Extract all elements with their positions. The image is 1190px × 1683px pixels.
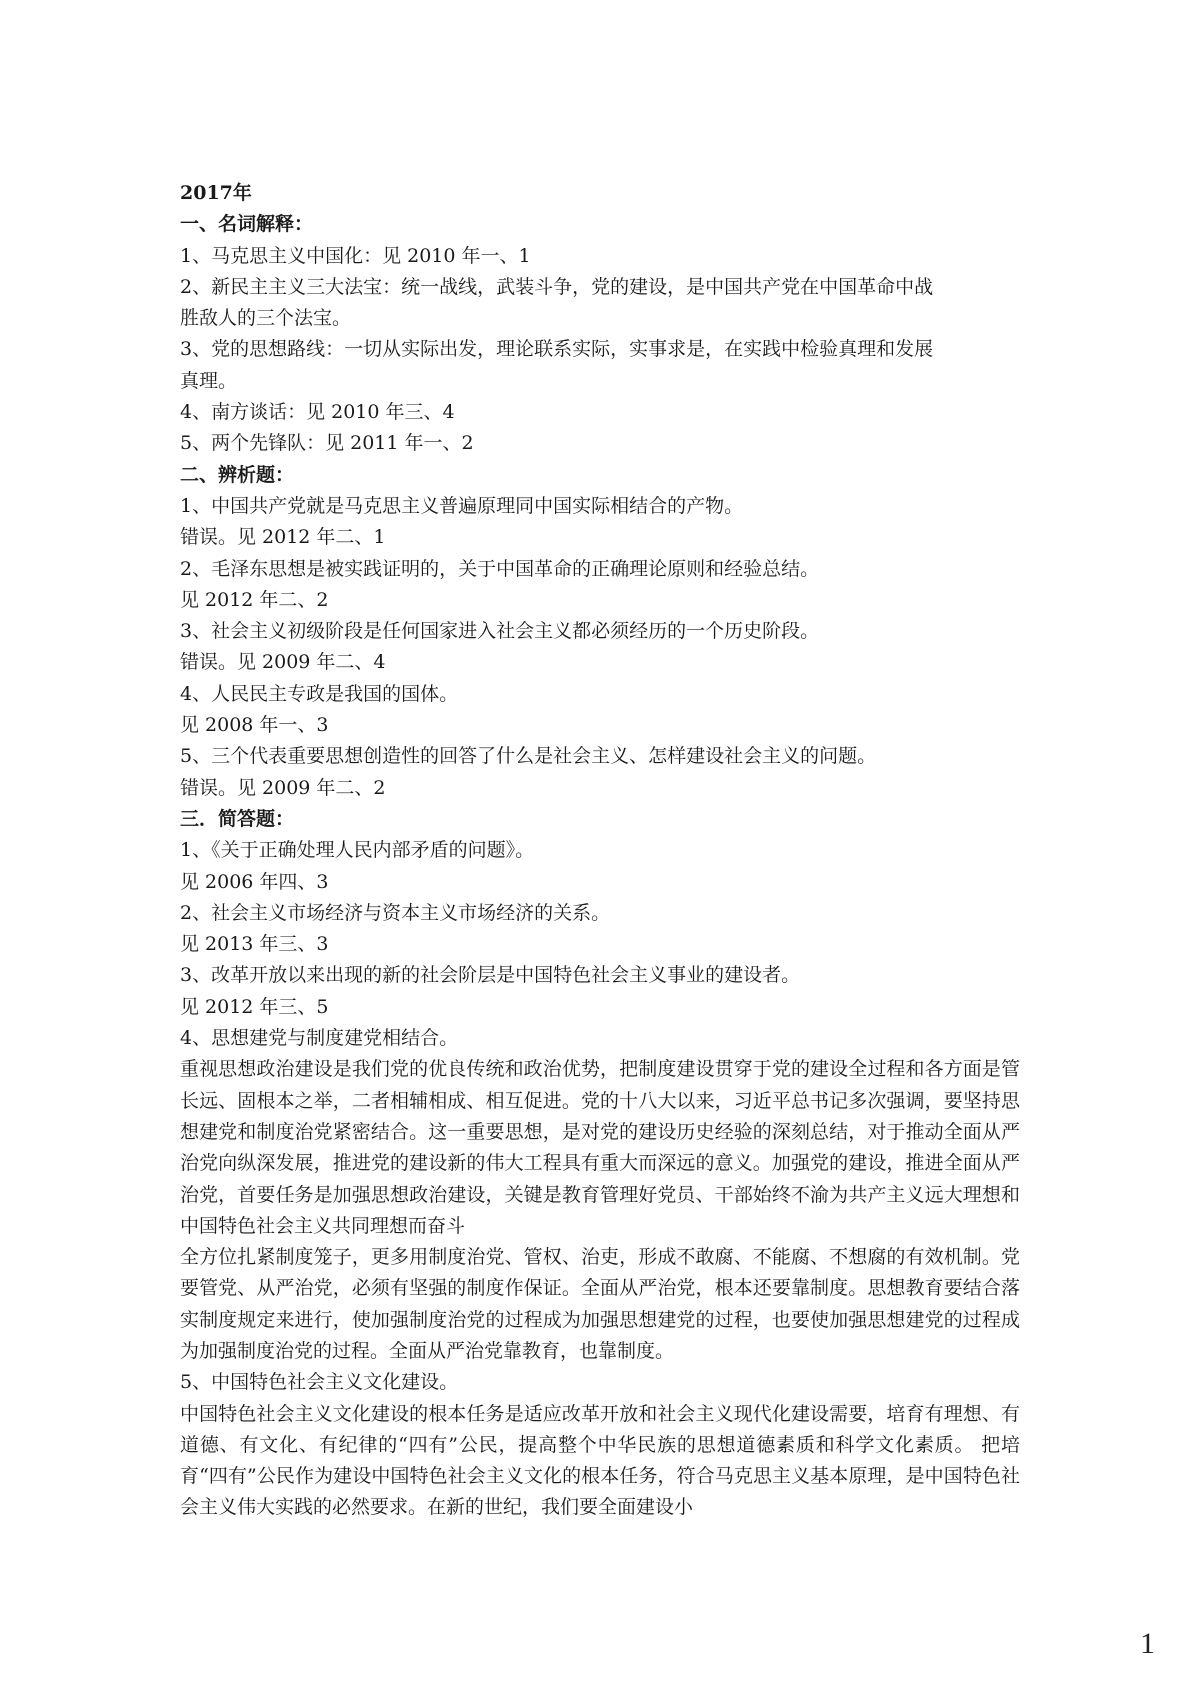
s2-line-4: 见 2012 年二、2: [180, 588, 329, 611]
s2-line-9: 5、三个代表重要思想创造性的回答了什么是社会主义、怎样建设社会主义的问题。: [180, 745, 877, 768]
s2-line-7: 4、人民民主专政是我国的国体。: [180, 682, 459, 705]
s1-line-7: 5、两个先锋队：见 2011 年一、2: [180, 432, 474, 455]
s3-line-item-5: 5、中国特色社会主义文化建设。: [180, 1371, 459, 1394]
s3-line-5: 3、改革开放以来出现的新的社会阶层是中国特色社会主义事业的建设者。: [180, 964, 801, 987]
s2-line-5: 3、社会主义初级阶段是任何国家进入社会主义都必须经历的一个历史阶段。: [180, 620, 820, 643]
s2-line-2: 错误。见 2012 年二、1: [180, 526, 386, 549]
s3-line-1: 1、《关于正确处理人民内部矛盾的问题》。: [180, 839, 535, 862]
s3-line-7: 4、思想建党与制度建党相结合。: [180, 1027, 459, 1050]
year-heading: 2017年: [180, 182, 252, 204]
s2-line-6: 错误。见 2009 年二、4: [180, 651, 386, 674]
s3-line-6: 见 2012 年三、5: [180, 995, 329, 1018]
s2-line-3: 2、毛泽东思想是被实践证明的，关于中国革命的正确理论原则和经验总结。: [180, 557, 820, 580]
s1-line-1: 1、马克思主义中国化：见 2010 年一、1: [180, 244, 531, 267]
s3-line-3: 2、社会主义市场经济与资本主义市场经济的关系。: [180, 901, 611, 924]
document-body: [180, 178, 1020, 1524]
paragraph-institution-building: 全方位扎紧制度笼子，更多用制度治党、管权、治吏，形成不敢腐、不能腐、不想腐的有效机制。党要管党、从严治党，必须有坚强的制度作保证。全面从严治党，根本还要靠制度。思想教育要结合落实制度规定来进行，使加强制度治党的过程成为加强思想建党的过程，也要使加强思想建党的过程成为加强制度治党的过程。全面从严治党靠教育，也靠制度。: [180, 1246, 1020, 1362]
s1-line-3: 胜敌人的三个法宝。: [180, 307, 352, 330]
s3-line-2: 见 2006 年四、3: [180, 870, 329, 893]
s1-line-6: 4、南方谈话：见 2010 年三、4: [180, 401, 455, 424]
s2-line-8: 见 2008 年一、3: [180, 714, 329, 737]
s1-line-4: 3、党的思想路线：一切从实际出发，理论联系实际，实事求是，在实践中检验真理和发展: [180, 338, 934, 361]
s3-line-4: 见 2013 年三、3: [180, 933, 329, 956]
s1-line-5: 真理。: [180, 369, 238, 392]
section-2-title: 二、辨析题：: [180, 463, 295, 486]
paragraph-culture-building: 中国特色社会主义文化建设的根本任务是适应改革开放和社会主义现代化建设需要，培育有理想、有道德、有文化、有纪律的“四有”公民，提高整个中华民族的思想道德素质和科学文化素质。 把培育“四有”公民作为建设中国特色社会主义文化的根本任务，符合马克思主义基本原理，是中国特色社会主义伟大实践的必然要求。在新的世纪，我们要全面建设小: [180, 1402, 1020, 1519]
section-3-title: 三．简答题：: [180, 807, 295, 830]
section-1-title: 一、名词解释：: [180, 213, 314, 236]
s2-line-1: 1、中国共产党就是马克思主义普遍原理同中国实际相结合的产物。: [180, 494, 744, 517]
s2-line-10: 错误。见 2009 年二、2: [180, 776, 386, 799]
s1-line-2: 2、新民主主义三大法宝：统一战线，武装斗争，党的建设，是中国共产党在中国革命中战: [180, 275, 934, 298]
paragraph-ideology-building: 重视思想政治建设是我们党的优良传统和政治优势，把制度建设贯穿于党的建设全过程和各方面是管长远、固根本之举，二者相辅相成、相互促进。党的十八大以来，习近平总书记多次强调，要坚持思想建党和制度治党紧密结合。这一重要思想，是对党的建设历史经验的深刻总结，对于推动全面从严治党向纵深发展，推进党的建设新的伟大工程具有重大而深远的意义。加强党的建设，推进全面从严治党，首要任务是加强思想政治建设，关键是教育管理好党员、干部始终不渝为共产主义远大理想和中国特色社会主义共同理想而奋斗: [180, 1058, 1020, 1237]
page-number: 1: [1140, 1627, 1155, 1660]
